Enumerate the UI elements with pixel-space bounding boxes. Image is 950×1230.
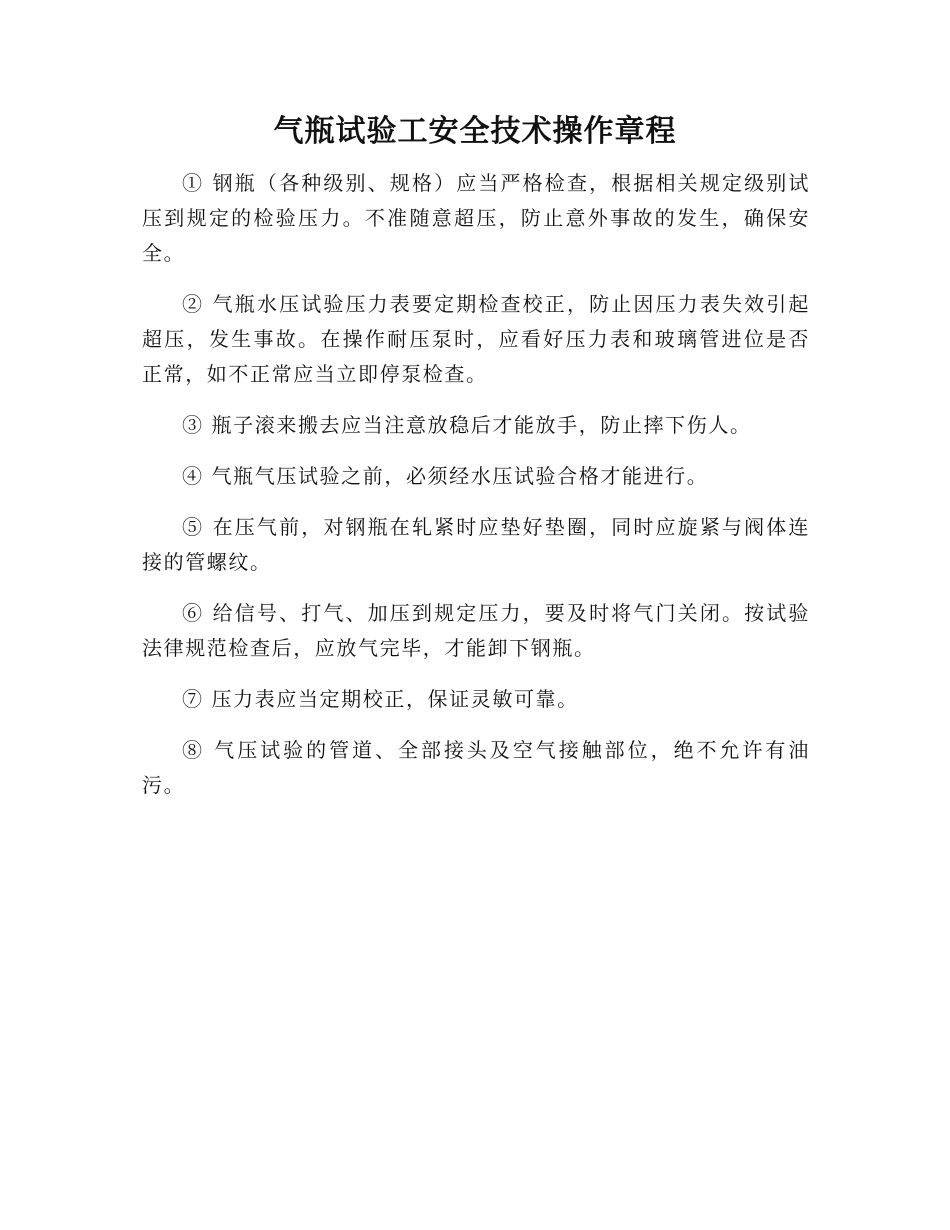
document-body [142,166,810,819]
paragraph-4: ④ 气瓶气压试验之前，必须经水压试验合格才能进行。 [182,464,709,488]
paragraph-2: ② 气瓶水压试验压力表要定期检查校正，防止因压力表失效引起超压，发生事故。在操作耐压泵时，应看好压力表和玻璃管进位是否正常，如不正常应当立即停泵检查。 [142,292,810,386]
paragraph-3: ③ 瓶子滚来搬去应当注意放稳后才能放手，防止摔下伤人。 [182,413,752,437]
document-title: 气瓶试验工安全技术操作章程 [273,114,677,149]
paragraph-1: ① 钢瓶（各种级别、规格）应当严格检查，根据相关规定级别试压到规定的检验压力。不准随意超压，防止意外事故的发生，确保安全。 [142,171,810,265]
paragraph-6: ⑥ 给信号、打气、加压到规定压力，要及时将气门关闭。按试验法律规范检查后，应放气完毕，才能卸下钢瓶。 [142,601,810,660]
paragraph-7: ⑦ 压力表应当定期校正，保证灵敏可靠。 [182,687,579,711]
paragraph-8: ⑧ 气压试验的管道、全部接头及空气接触部位，绝不允许有油污。 [142,738,810,797]
paragraph-5: ⑤ 在压气前，对钢瓶在轧紧时应垫好垫圈，同时应旋紧与阀体连接的管螺纹。 [142,515,810,574]
